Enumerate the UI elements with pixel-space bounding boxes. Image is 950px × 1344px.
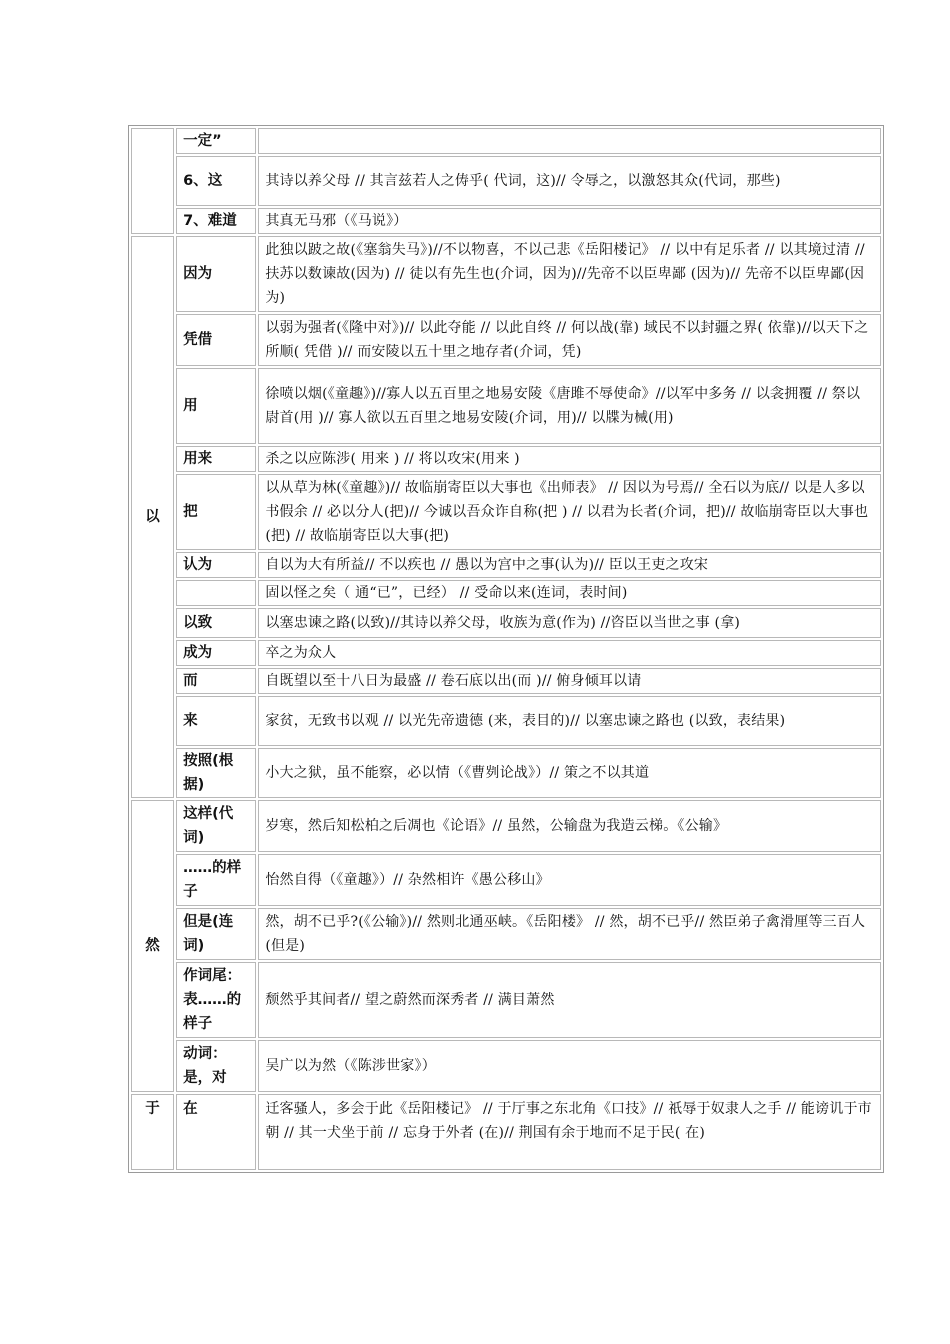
table-row <box>131 208 881 234</box>
table-row <box>131 908 881 960</box>
examples-cell: 怡然自得（《童趣》）// 杂然相许《愚公移山》 <box>258 854 881 906</box>
examples-cell: 此独以跛之故(《塞翁失马》)//不以物喜，不以己悲《岳阳楼记》 // 以中有足乐者 // 以其境过清 // 扶苏以数谏故(因为) // 徒以有先生也(介词，因为)//先帝不以臣卑鄙 (因为)// 先帝不以臣卑鄙(因为) <box>258 236 881 312</box>
meaning-cell: 在 <box>176 1094 256 1170</box>
meaning-cell: 而 <box>176 668 256 694</box>
table-row <box>131 1094 881 1170</box>
meaning-cell: 用来 <box>176 446 256 472</box>
table-row <box>131 552 881 578</box>
examples-cell: 吴广以为然（《陈涉世家》） <box>258 1040 881 1092</box>
meaning-cell <box>176 580 256 606</box>
meaning-cell: 7、难道 <box>176 208 256 234</box>
examples-cell: 小大之狱，虽不能察，必以情（《曹刿论战》）// 策之不以其道 <box>258 748 881 798</box>
meaning-cell: 按照(根据) <box>176 748 256 798</box>
char-cell: 然 <box>131 800 174 1092</box>
table-row <box>131 854 881 906</box>
table-row <box>131 748 881 798</box>
examples-cell: 家贫，无致书以观 // 以光先帝遗德 (来，表目的)// 以塞忠谏之路也 (以致，表结果) <box>258 696 881 746</box>
examples-cell: 杀之以应陈涉( 用来 ) // 将以攻宋(用来 ) <box>258 446 881 472</box>
examples-cell: 颓然乎其间者// 望之蔚然而深秀者 // 满目萧然 <box>258 962 881 1038</box>
table-row <box>131 580 881 606</box>
meaning-cell: 认为 <box>176 552 256 578</box>
table-row <box>131 236 881 312</box>
table-row <box>131 314 881 366</box>
examples-cell: 然，胡不已乎?(《公输》)// 然则北通巫峡。《岳阳楼》 // 然，胡不已乎// 然臣弟子禽滑厘等三百人(但是) <box>258 908 881 960</box>
examples-cell: 固以怪之矣（ 通“已”，已经） // 受命以来(连词，表时间) <box>258 580 881 606</box>
examples-cell: 以塞忠谏之路(以致)//其诗以养父母，收族为意(作为) //咨臣以当世之事 (拿) <box>258 608 881 638</box>
meaning-cell: 以致 <box>176 608 256 638</box>
table-row <box>131 640 881 666</box>
meaning-cell: 成为 <box>176 640 256 666</box>
usage-table <box>128 125 884 1173</box>
char-cell-continued <box>131 128 174 234</box>
examples-cell: 卒之为众人 <box>258 640 881 666</box>
meaning-cell: 动词：是，对 <box>176 1040 256 1092</box>
examples-cell: 迁客骚人，多会于此《岳阳楼记》 // 于厅事之东北角《口技》// 祇辱于奴隶人之手 // 能谤讥于市朝 // 其一犬坐于前 // 忘身于外者 (在)// 荆国有余于地而不足于民( 在) <box>258 1094 881 1170</box>
table-row <box>131 668 881 694</box>
table-row <box>131 446 881 472</box>
examples-cell: 徐喷以烟(《童趣》)//寡人以五百里之地易安陵《唐雎不辱使命》//以军中多务 // 以衾拥覆 // 祭以尉首(用 )// 寡人欲以五百里之地易安陵(介词，用)// 以牒为械(用) <box>258 368 881 444</box>
examples-cell: 其真无马邪（《马说》） <box>258 208 881 234</box>
examples-cell: 以弱为强者(《隆中对》)// 以此夺能 // 以此自终 // 何以战(靠) 域民不以封疆之界( 依靠)//以天下之所顺( 凭借 )// 而安陵以五十里之地存者(介词，凭) <box>258 314 881 366</box>
meaning-cell: ……的样子 <box>176 854 256 906</box>
examples-cell <box>258 128 881 154</box>
examples-cell: 自既望以至十八日为最盛 // 卷石底以出(而 )// 俯身倾耳以请 <box>258 668 881 694</box>
examples-cell: 自以为大有所益// 不以疾也 // 愚以为宫中之事(认为)// 臣以王吏之攻宋 <box>258 552 881 578</box>
examples-cell: 以从草为林(《童趣》)// 故临崩寄臣以大事也《出师表》 // 因以为号焉// 全石以为底// 以是人多以书假余 // 必以分人(把)// 今诚以吾众诈自称(把 ) // 以君为长者(介词，把)// 故临崩寄臣以大事也 (把) // 故临崩寄臣以大事(把) <box>258 474 881 550</box>
meaning-cell: 一定” <box>176 128 256 154</box>
meaning-cell: 凭借 <box>176 314 256 366</box>
table-row <box>131 128 881 154</box>
table-row <box>131 696 881 746</box>
table-row <box>131 368 881 444</box>
table-row <box>131 962 881 1038</box>
table-row <box>131 608 881 638</box>
table-row <box>131 474 881 550</box>
meaning-cell: 6、这 <box>176 156 256 206</box>
char-cell: 于 <box>131 1094 174 1170</box>
meaning-cell: 但是(连词) <box>176 908 256 960</box>
meaning-cell: 作词尾：表……的样子 <box>176 962 256 1038</box>
char-cell: 以 <box>131 236 174 798</box>
examples-cell: 岁寒，然后知松柏之后凋也《论语》// 虽然，公输盘为我造云梯。《公输》 <box>258 800 881 852</box>
table-row <box>131 156 881 206</box>
meaning-cell: 来 <box>176 696 256 746</box>
meaning-cell: 这样(代词) <box>176 800 256 852</box>
examples-cell: 其诗以养父母 // 其言兹若人之俦乎( 代词，这)// 令辱之，以激怒其众(代词，那些) <box>258 156 881 206</box>
table-row <box>131 1040 881 1092</box>
meaning-cell: 用 <box>176 368 256 444</box>
meaning-cell: 因为 <box>176 236 256 312</box>
table-row <box>131 800 881 852</box>
meaning-cell: 把 <box>176 474 256 550</box>
